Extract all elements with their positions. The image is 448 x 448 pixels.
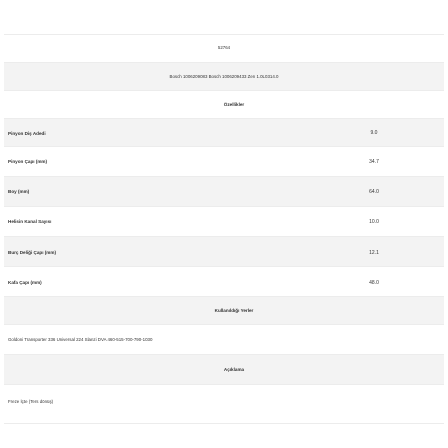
- spec-row: [4, 118, 444, 146]
- description-text: Freze İçte (Ters dönüş): [8, 399, 54, 404]
- spec-value: 34.7: [369, 159, 379, 165]
- spec-label: Boy (mm): [8, 189, 30, 194]
- spec-label: Pinyon Diş Adedi: [8, 131, 46, 136]
- spec-value: 48.0: [369, 280, 379, 286]
- spec-value: 9.0: [370, 130, 378, 136]
- spec-row: [4, 236, 444, 266]
- usage-text: Goldoni Transporter 336 Universal 224 Slanzi DVA 460-515-700-790-1030: [8, 337, 153, 342]
- compatible-codes: Bosch 1006209083 Bosch 1006209433 Zen 1.0L0314.0: [169, 74, 279, 79]
- usage-row: [4, 324, 444, 354]
- spec-label: Burç Deliği Çapı (mm): [8, 250, 56, 255]
- description-row: [4, 384, 444, 424]
- spec-label: Kafa Çapı (mm): [8, 280, 42, 285]
- spec-value: 12.1: [369, 250, 379, 256]
- description-title: Açıklama: [223, 367, 245, 372]
- specs-title: Özellikler: [223, 102, 245, 107]
- compatible-codes-row: [4, 62, 444, 90]
- spec-row: [4, 206, 444, 236]
- product-code: 52764: [217, 45, 231, 50]
- usage-title-row: [4, 296, 444, 324]
- product-spec-table: [4, 34, 444, 426]
- spec-row: [4, 176, 444, 206]
- specs-title-row: [4, 90, 444, 118]
- spec-row: [4, 266, 444, 296]
- description-title-row: [4, 354, 444, 384]
- spec-label: Pinyon Çapı (mm): [8, 159, 48, 164]
- spec-label: Helisin Kanal Sayısı: [8, 219, 52, 224]
- usage-title: Kullanıldığı Yerler: [214, 308, 254, 313]
- spec-value: 64.0: [369, 189, 379, 195]
- spec-row: [4, 146, 444, 176]
- spec-value: 10.0: [369, 219, 379, 225]
- product-code-row: [4, 34, 444, 62]
